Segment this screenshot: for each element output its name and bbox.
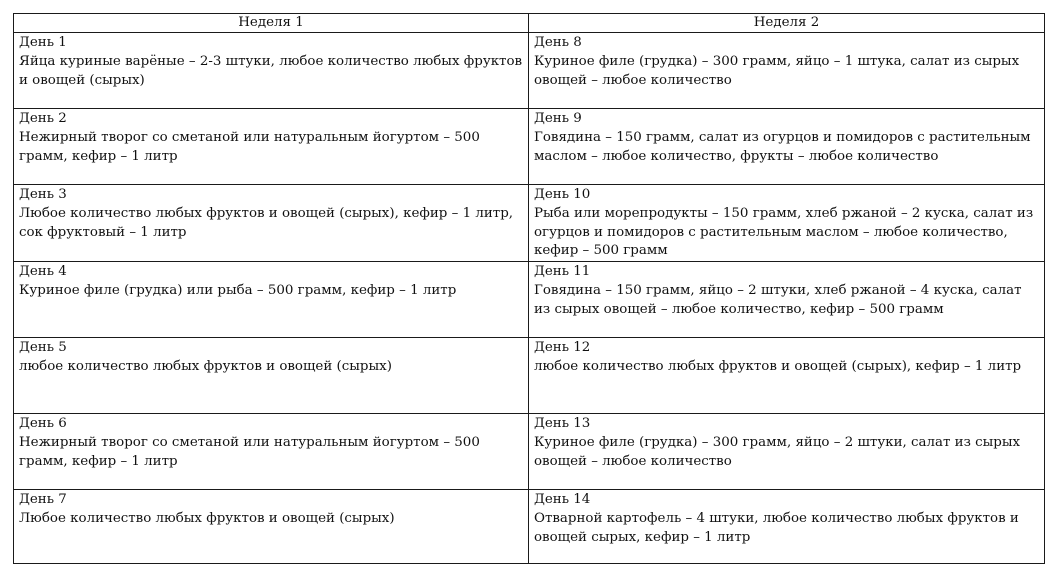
day-label: День 11 <box>534 264 591 280</box>
day-cell[interactable] <box>14 109 529 185</box>
day-label: День 8 <box>534 35 582 50</box>
day-cell[interactable] <box>14 338 529 414</box>
day-menu-text: Куриное филе (грудка) – 300 грамм, яйцо – 2 штуки, салат из сырых овощей – любое количество <box>534 434 1021 469</box>
table-row <box>14 33 1045 109</box>
day-cell[interactable] <box>14 414 529 490</box>
table-row <box>14 185 1045 262</box>
table-header-row <box>14 14 1045 33</box>
table-row <box>14 338 1045 414</box>
table-row <box>14 109 1045 185</box>
week-2-header: Неделя 2 <box>529 14 1045 33</box>
day-cell[interactable] <box>14 33 529 109</box>
day-menu-text: любое количество любых фруктов и овощей (сырых), кефир – 1 литр <box>534 358 1022 374</box>
day-label: День 10 <box>534 187 591 202</box>
day-cell[interactable] <box>14 262 529 338</box>
diet-plan-table <box>13 13 1045 564</box>
day-cell[interactable] <box>529 338 1045 414</box>
day-menu-text: любое количество любых фруктов и овощей (сырых) <box>19 358 392 374</box>
day-menu-text: Нежирный творог со сметаной или натуральным йогуртом – 500 грамм, кефир – 1 литр <box>19 129 480 164</box>
day-menu-text: Любое количество любых фруктов и овощей (сырых) <box>19 510 395 526</box>
day-menu-text: Любое количество любых фруктов и овощей (сырых), кефир – 1 литр, сок фруктовый – 1 литр <box>19 205 514 240</box>
day-label: День 9 <box>534 111 582 126</box>
day-menu-text: Рыба или морепродукты – 150 грамм, хлеб ржаной – 2 куска, салат из огурцов и помидоров с растительным маслом – любое количество, кефир – 500 грамм <box>534 205 1034 259</box>
day-label: День 7 <box>19 492 67 508</box>
diet-plan-sheet <box>13 13 1044 564</box>
day-label: День 4 <box>19 264 67 280</box>
day-label: День 1 <box>19 35 67 50</box>
day-cell[interactable] <box>14 185 529 262</box>
table-row <box>14 262 1045 338</box>
day-label: День 2 <box>19 111 67 126</box>
day-cell[interactable] <box>529 109 1045 185</box>
day-menu-text: Говядина – 150 грамм, салат из огурцов и помидоров с растительным маслом – любое количество, фрукты – любое количество <box>534 129 1031 164</box>
day-label: День 3 <box>19 187 67 202</box>
day-label: День 6 <box>19 416 67 432</box>
day-menu-text: Яйца куриные варёные – 2-3 штуки, любое количество любых фруктов и овощей (сырых) <box>19 53 523 88</box>
table-row <box>14 414 1045 490</box>
day-cell[interactable] <box>14 490 529 564</box>
day-label: День 13 <box>534 416 591 432</box>
day-menu-text: Куриное филе (грудка) или рыба – 500 грамм, кефир – 1 литр <box>19 282 457 298</box>
day-menu-text: Нежирный творог со сметаной или натуральным йогуртом – 500 грамм, кефир – 1 литр <box>19 434 480 469</box>
week-1-header: Неделя 1 <box>14 14 529 33</box>
table-row <box>14 490 1045 564</box>
day-menu-text: Отварной картофель – 4 штуки, любое количество любых фруктов и овощей сырых, кефир – 1 литр <box>534 510 1019 545</box>
day-cell[interactable] <box>529 490 1045 564</box>
day-menu-text: Куриное филе (грудка) – 300 грамм, яйцо – 1 штука, салат из сырых овощей – любое количество <box>534 53 1020 88</box>
day-label: День 14 <box>534 492 591 508</box>
day-cell[interactable] <box>529 414 1045 490</box>
day-cell[interactable] <box>529 33 1045 109</box>
day-cell[interactable] <box>529 185 1045 262</box>
day-cell[interactable] <box>529 262 1045 338</box>
day-label: День 12 <box>534 340 591 356</box>
day-menu-text: Говядина – 150 грамм, яйцо – 2 штуки, хлеб ржаной – 4 куска, салат из сырых овощей – любое количество, кефир – 500 грамм <box>534 282 1022 317</box>
day-label: День 5 <box>19 340 67 356</box>
